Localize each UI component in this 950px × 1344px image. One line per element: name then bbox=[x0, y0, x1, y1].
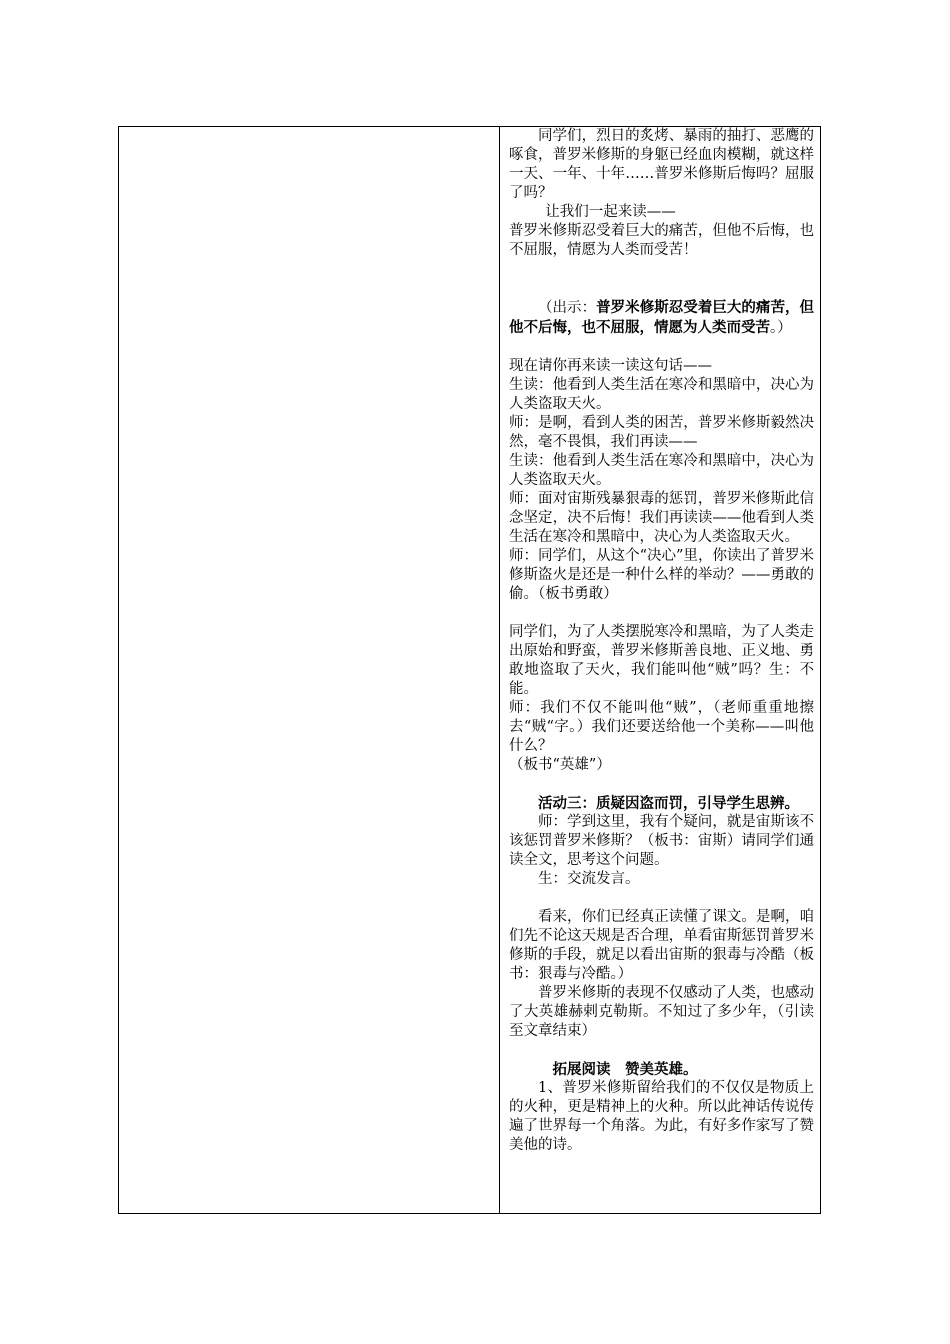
text-span: （出示： bbox=[538, 300, 597, 316]
paragraph: 现在请你再来读一读这句话—— bbox=[509, 358, 712, 374]
paragraph: 看来，你们已经真正读懂了课文。是啊，咱们先不论这天规是否合理，单看宙斯惩罚普罗米修斯的手段，就足以看出宙斯的狠毒与冷酷（板书：狠毒与冷酷。） bbox=[509, 909, 814, 982]
paragraph: 同学们，为了人类摆脱寒冷和黑暗，为了人类走出原始和野蛮，普罗米修斯善良地、正义地、勇敢地盗取了天火，我们能叫他“贼”吗？生：不能。 bbox=[509, 624, 814, 697]
paragraph: 师：是啊，看到人类的困苦，普罗米修斯毅然决然，毫不畏惧，我们再读—— bbox=[509, 415, 814, 450]
paragraph: 生：交流发言。 bbox=[538, 871, 640, 887]
paragraph: 同学们，烈日的炙烤、暴雨的抽打、恶鹰的啄食，普罗米修斯的身躯已经血肉模糊，就这样一天、一年、十年……普罗米修斯后悔吗？屈服了吗？ bbox=[509, 128, 814, 201]
lesson-table bbox=[118, 126, 821, 1214]
paragraph: 普罗米修斯忍受着巨大的痛苦，但他不后悔，也不屈服，情愿为人类而受苦！ bbox=[509, 223, 814, 258]
paragraph: 生读：他看到人类生活在寒冷和黑暗中，决心为人类盗取天火。 bbox=[509, 453, 814, 488]
extended-reading-heading: 拓展阅读 赞美英雄。 bbox=[552, 1061, 698, 1078]
paragraph: 师：学到这里，我有个疑问，就是宙斯该不该惩罚普罗米修斯？（板书：宙斯）请同学们通读全文，思考这个问题。 bbox=[509, 814, 814, 868]
right-column-cell bbox=[500, 127, 820, 1213]
bold-quote: 普罗米修斯忍受着巨大的痛苦，但他不后悔，也不屈服，情愿为人类而受苦 bbox=[509, 299, 815, 336]
paragraph: 师：同学们，从这个“决心”里，你读出了普罗米修斯盗火是还是一种什么样的举动？——勇敢的偷。（板书勇敢） bbox=[509, 548, 814, 602]
left-column-cell bbox=[119, 127, 500, 1213]
paragraph: 让我们一起来读—— bbox=[545, 204, 676, 220]
paragraph: 生读：他看到人类生活在寒冷和黑暗中，决心为人类盗取天火。 bbox=[509, 377, 814, 412]
paragraph: 师：我们不仅不能叫他“贼”，（老师重重地擦去“贼“字。）我们还要送给他一个美称——叫他什么？ bbox=[509, 700, 814, 754]
paragraph bbox=[509, 298, 814, 338]
paragraph: （板书“英雄”） bbox=[509, 757, 611, 773]
paragraph: 1、普罗米修斯留给我们的不仅仅是物质上的火种，更是精神上的火种。所以此神话传说传遍了世界每一个角落。为此，有好多作家写了赞美他的诗。 bbox=[509, 1080, 814, 1153]
activity-heading: 活动三：质疑因盗而罚，引导学生思辨。 bbox=[538, 795, 799, 812]
paragraph: 师：面对宙斯残暴狠毒的惩罚，普罗米修斯此信念坚定，决不后悔！我们再读读——他看到人类生活在寒冷和黑暗中，决心为人类盗取天火。 bbox=[509, 491, 814, 545]
paragraph: 普罗米修斯的表现不仅感动了人类，也感动了大英雄赫剌克勒斯。不知过了多少年，（引读至文章结束） bbox=[509, 985, 814, 1039]
text-span: 。） bbox=[770, 320, 792, 336]
